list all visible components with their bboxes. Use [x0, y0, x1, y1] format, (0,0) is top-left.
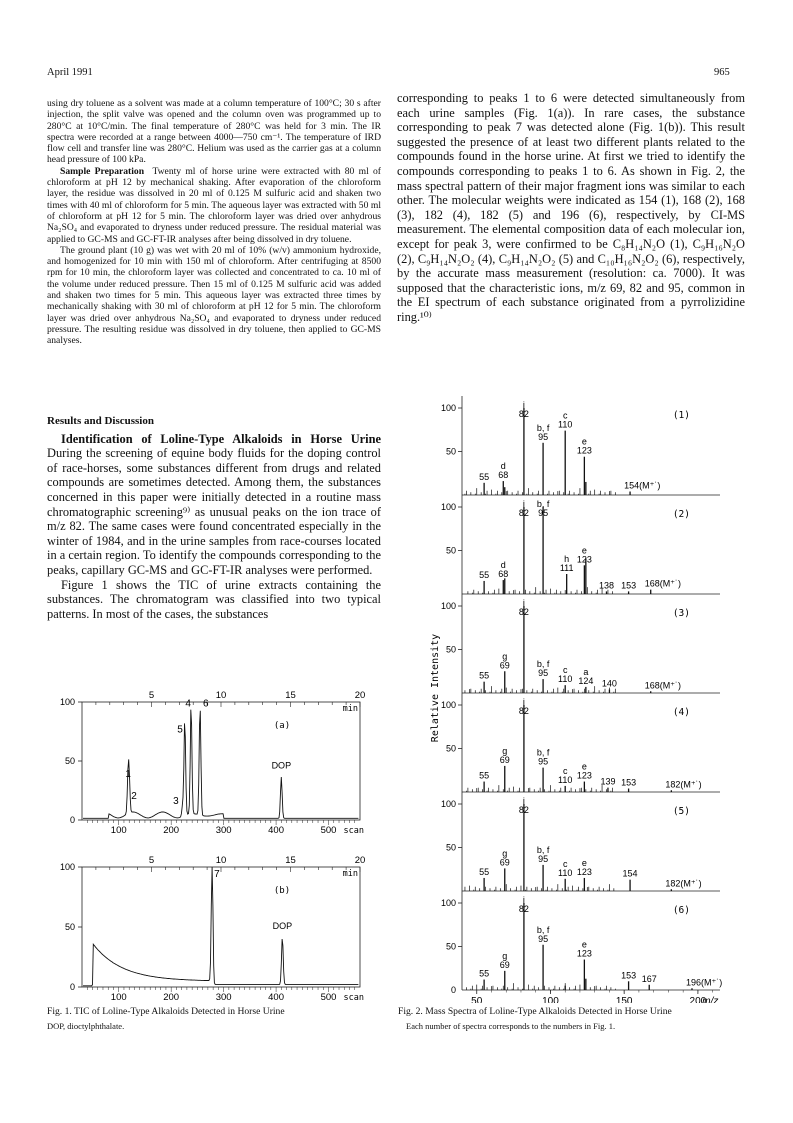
peak-mz-label: 123	[576, 554, 592, 565]
fragment-letter: e	[581, 939, 587, 950]
peak-mz-label: 69	[499, 959, 510, 970]
peak-mz-label: 168(M⁺˙)	[644, 680, 681, 691]
peak-mz-label: 95	[538, 508, 549, 518]
y-tick-label: 100	[440, 502, 456, 512]
fragment-letter: i	[522, 895, 525, 905]
fragment-letter: g	[502, 950, 508, 961]
fragment-letter: i	[522, 400, 525, 410]
paragraph: using dry toluene as a solvent was made at a column temperature of 100°C; 30 s after injection, the split valve was opened and the column oven was programmed up to 280°C at 10°C/min. The final temperature of 280°C was held for 3 min. The IR spectra were recorded at a range between 4000—750 cm⁻¹. The temperature of IRD flow cell and transfer line was 280°C. Helium was used as the carrier gas at a column head pressure of 100 kPa.	[47, 98, 381, 166]
time-unit-label: min	[342, 704, 358, 714]
fragment-letter: c	[562, 410, 568, 421]
peak-mz-label: 68	[498, 569, 509, 580]
peak-label: 2	[131, 790, 137, 802]
peak-mz-label: 110	[558, 867, 573, 878]
peak-label: DOP	[271, 760, 292, 771]
y-tick-label: 0	[450, 985, 456, 995]
peak-label: 7	[214, 869, 220, 880]
peak-mz-label: 111	[559, 562, 574, 573]
peak-mz-label: 55	[479, 471, 490, 482]
time-tick-label: 15	[285, 690, 296, 701]
panel-label: (b)	[273, 886, 291, 896]
y-tick-label: 50	[64, 922, 75, 932]
fragment-letter: b, f	[536, 924, 550, 935]
time-tick-label: 10	[215, 690, 227, 701]
y-tick-label: 50	[445, 644, 456, 655]
scan-tick-label: 200	[163, 825, 180, 836]
peak-mz-label: 82	[518, 904, 529, 914]
peak-mz-label: 154	[622, 868, 638, 879]
scan-tick-label: 100	[110, 992, 127, 1002]
sample-prep-heading: Sample Preparation	[60, 165, 145, 177]
time-unit-label: min	[342, 869, 358, 879]
paragraph: Figure 1 shows the TIC of urine extracts containing the substances. The chromatogram was classified into two typical patterns. In most of the cases, the substances	[47, 577, 381, 621]
scan-tick-label: 300	[215, 992, 232, 1002]
fig1-caption: Fig. 1. TIC of Loline-Type Alkaloids Detected in Horse Urine	[47, 1006, 285, 1017]
peak-mz-label: 55	[479, 866, 490, 877]
fig1-subcaption: DOP, dioctylphthalate.	[47, 1021, 125, 1031]
y-tick-label: 50	[445, 842, 456, 853]
y-tick-label: 50	[445, 545, 456, 556]
peak-mz-label: 69	[499, 660, 510, 671]
peak-mz-label: 95	[538, 431, 549, 442]
peak-mz-label: 140	[601, 678, 617, 689]
plot-frame	[82, 702, 360, 820]
fragment-letter: b, f	[536, 499, 550, 509]
peak-mz-label: 123	[576, 445, 592, 456]
peak-label: 3	[173, 796, 179, 808]
y-tick-label: 50	[445, 743, 456, 754]
fragment-letter: b, f	[536, 422, 550, 433]
fragment-letter: e	[581, 857, 587, 868]
peak-mz-label: 182(M⁺˙)	[665, 779, 702, 790]
peak-mz-label: 55	[479, 770, 490, 781]
peak-mz-label: 95	[538, 668, 549, 679]
running-header-date: April 1991	[47, 67, 93, 78]
peak-mz-label: 153	[621, 580, 637, 591]
tic-trace	[83, 867, 358, 986]
peak-mz-label: 95	[538, 756, 549, 767]
fragment-letter: i	[522, 499, 525, 509]
fig1-tic-chromatograms	[30, 682, 380, 1002]
scan-tick-label: 500	[320, 825, 337, 836]
paragraph: Identification of Loline-Type Alkaloids in Horse Urine During the screening of equine body fluids for the doping control of race-horses, some substances different from drugs and related compounds are sometimes detected. Among them, the substances concerned in this paper were initially detected in a routine mass chromatographic screening⁹⁾ as unusual peaks on the ion trace of m/z 82. The same cases were found concentrated especially in the winter of 1984, and in the urine samples from race-courses located in a certain region. To identify the compounds corresponding to the peaks, capillary GC-MS and GC-FT-IR analyses were performed.	[47, 431, 381, 577]
y-tick-label: 50	[445, 941, 456, 952]
time-tick-label: 20	[354, 690, 366, 701]
subsection-heading: Identification of Loline-Type Alkaloids in Horse Urine	[61, 431, 381, 446]
peak-mz-label: 82	[518, 607, 529, 617]
scan-tick-label: 300	[215, 825, 232, 836]
x-unit-label: m/z	[702, 996, 719, 1003]
page-number: 965	[714, 67, 730, 78]
fragment-letter: i	[522, 598, 525, 608]
peak-mz-label: 68	[498, 470, 509, 481]
y-tick-label: 0	[69, 982, 75, 992]
scan-tick-label: 400	[268, 825, 285, 836]
peak-mz-label: 110	[558, 674, 573, 685]
peak-mz-label: 82	[518, 508, 529, 518]
peak-mz-label: 123	[576, 866, 592, 877]
time-tick-label: 10	[215, 855, 227, 866]
peak-mz-label: 153	[621, 777, 637, 788]
fragment-letter: g	[502, 848, 508, 859]
y-tick-label: 50	[445, 446, 456, 457]
tic-trace	[83, 710, 358, 819]
scan-tick-label: 500	[320, 992, 337, 1002]
spectrum-number: (3)	[672, 608, 690, 619]
y-tick-label: 100	[59, 862, 75, 872]
fragment-letter: c	[562, 765, 568, 776]
peak-mz-label: 69	[499, 754, 510, 765]
paragraph: Sample Preparation Twenty ml of horse urine were extracted with 80 ml of chloroform at pH 12 by mechanical shaking. After evaporation of the chloroform layer, the residue was dissolved in 20 ml of 0.125 M sulfuric acid and shaken two times with 40 ml of chloroform for 5 min. The aqueous layer was extracted with 50 ml of chloroform at pH 12 for 5 min. The chloroform layer was dried over anhydrous Na₂SO₄ and evaporated to dryness under reduced pressure. The residual material was applied to GC-MS and GC-FT-IR analyses after being dissolved in dry toluene.	[47, 165, 382, 245]
peak-mz-label: 123	[576, 770, 592, 781]
y-tick-label: 100	[440, 601, 456, 611]
peak-mz-label: 168(M⁺˙)	[644, 578, 681, 589]
peak-mz-label: 110	[558, 774, 573, 785]
peak-mz-label: 138	[598, 580, 614, 591]
fragment-letter: e	[581, 761, 587, 772]
peak-mz-label: 95	[538, 853, 549, 864]
fragment-letter: i	[522, 697, 525, 707]
fragment-letter: b, f	[536, 844, 550, 855]
time-tick-label: 5	[148, 855, 155, 866]
peak-mz-label: 167	[641, 973, 657, 984]
peak-mz-label: 55	[479, 968, 490, 979]
y-tick-label: 100	[440, 403, 456, 413]
fragment-letter: e	[581, 545, 587, 556]
fig2-subcaption: Each number of spectra corresponds to the numbers in Fig. 1.	[406, 1021, 616, 1031]
fragment-letter: d	[500, 461, 506, 472]
spectrum-number: (2)	[672, 509, 690, 520]
plot-frame	[82, 867, 360, 987]
peak-mz-label: 182(M⁺˙)	[665, 878, 702, 889]
time-tick-label: 15	[285, 855, 296, 866]
peak-mz-label: 55	[479, 670, 490, 681]
fig2-mass-spectra	[420, 388, 750, 1003]
peak-label: 1	[125, 769, 131, 781]
panel-label: (a)	[273, 721, 291, 731]
peak-mz-label: 95	[538, 933, 549, 944]
peak-mz-label: 139	[600, 776, 616, 787]
x-tick-label: 100	[542, 996, 559, 1003]
scan-tick-label: 100	[110, 825, 127, 836]
fig2-caption: Fig. 2. Mass Spectra of Loline-Type Alkaloids Detected in Horse Urine	[398, 1006, 672, 1017]
y-tick-label: 50	[64, 756, 75, 766]
scan-unit-label: scan	[343, 826, 364, 836]
discussion-text	[397, 91, 745, 325]
paragraph: corresponding to peaks 1 to 6 were detected simultaneously from each urine samples (Fig. 1(a)). In rare cases, the substance corresponding to peak 7 was detected alone (Fig. 1(b)). This result suggested the presence of at least two different plants related to the compounds found in the horse urine. At first we tried to identify the compounds corresponding to peaks 1 to 6. As shown in Fig. 2, the mass spectral pattern of their major fragment ions was similar to each other. The molecular weights were indicated as 154 (1), 168 (2), 168 (3), 182 (4), 182 (5) and 196 (6), respectively, by CI-MS measurement. The elemental composition data of each molecular ion, except for peak 3, were confirmed to be C₈H₁₄N₂O (1), C₉H₁₆N₂O (2), C₉H₁₄N₂O₂ (4), C₉H₁₄N₂O₂ (5) and C₁₀H₁₆N₂O₂ (6), respectively, by the accurate mass measurement (resolution: ca. 7000). It was supposed that the characteristic ions, m/z 69, 82 and 95, common in the EI spectrum of each substance originated from a pyrrolizidine ring.¹⁰⁾	[397, 91, 745, 324]
spectrum-number: (4)	[672, 707, 690, 718]
peak-mz-label: 82	[518, 805, 529, 815]
fragment-letter: g	[502, 745, 508, 756]
peak-mz-label: 153	[621, 970, 637, 981]
x-tick-label: 150	[615, 996, 633, 1003]
peak-mz-label: 69	[499, 857, 510, 868]
time-tick-label: 5	[148, 690, 155, 701]
x-tick-label: 200	[689, 996, 707, 1003]
y-tick-label: 100	[59, 697, 75, 707]
peak-mz-label: 124	[578, 675, 594, 686]
peak-mz-label: 110	[558, 419, 573, 430]
fragment-letter: e	[581, 436, 587, 447]
fragment-letter: a	[583, 666, 589, 677]
y-axis-label: Relative Intensity	[430, 633, 441, 743]
fragment-letter: d	[500, 560, 506, 571]
fragment-letter: b, f	[536, 747, 550, 758]
fragment-letter: c	[562, 858, 568, 869]
scan-unit-label: scan	[343, 993, 364, 1002]
methods-text	[47, 98, 381, 347]
peak-mz-label: 82	[518, 409, 529, 419]
results-text	[47, 414, 381, 621]
peak-label: 6	[203, 698, 209, 710]
spectrum-number: (1)	[672, 410, 690, 421]
fragment-letter: h	[564, 553, 570, 564]
fragment-letter: i	[522, 796, 525, 806]
spectrum-number: (6)	[672, 905, 690, 916]
peak-label: 5	[177, 724, 183, 736]
peak-mz-label: 82	[518, 706, 529, 716]
y-tick-label: 100	[440, 700, 456, 710]
spectrum-number: (5)	[672, 806, 690, 817]
peak-mz-label: 154(M⁺˙)	[624, 480, 661, 491]
peak-mz-label: 196(M⁺˙)	[685, 977, 723, 988]
peak-mz-label: 55	[479, 569, 490, 580]
peak-label: 4	[185, 698, 191, 710]
section-heading: Results and Discussion	[47, 415, 154, 427]
y-tick-label: 0	[69, 815, 75, 825]
paragraph: The ground plant (10 g) was wet with 20 ml of 10% (w/v) ammonium hydroxide, and homogenized for 10 min with 150 ml of chloroform. After centrifuging at 8500 rpm for 10 min, the chloroform layer was collected and concentrated to ca. 10 ml of the volume under reduced pressure. Then 15 ml of 0.125 M sulfuric acid was added and shaken two times for 5 min. This aqueous layer was extracted three times by mechanically shaking with 30 ml of chloroform at pH 12 for 5 min. The chloroform layer was dried over anhydrous Na₂SO₄ and evaporated to dryness under reduced pressure. The resulting residue was dissolved in dry toluene, then applied to GC-MS analyses.	[47, 244, 381, 347]
fragment-letter: g	[502, 651, 508, 662]
scan-tick-label: 400	[268, 992, 285, 1002]
y-tick-label: 100	[440, 799, 456, 809]
y-tick-label: 100	[440, 898, 456, 908]
peak-mz-label: 123	[576, 948, 592, 959]
fragment-letter: c	[562, 665, 568, 676]
x-tick-label: 50	[471, 996, 483, 1003]
scan-tick-label: 200	[163, 992, 180, 1002]
fragment-letter: b, f	[536, 659, 550, 670]
peak-label: DOP	[272, 921, 293, 931]
time-tick-label: 20	[354, 855, 366, 866]
